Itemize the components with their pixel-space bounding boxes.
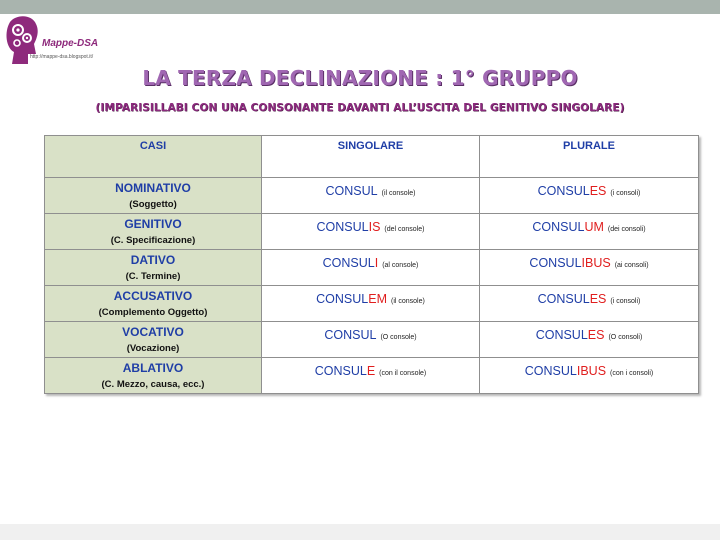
bottom-bar (0, 524, 720, 540)
plural-ending: IBUS (581, 256, 611, 270)
header-casi: CASI (45, 136, 262, 178)
singular-gloss: (O console) (380, 334, 417, 341)
singular-ending: EM (368, 292, 387, 306)
page-title: LA TERZA DECLINAZIONE : 1° GRUPPO (142, 66, 578, 90)
case-name: DATIVO (130, 252, 176, 267)
case-note: (C. Specificazione) (110, 234, 196, 246)
plural-cell (480, 286, 699, 322)
case-cell (45, 358, 262, 394)
singular-ending: I (374, 256, 379, 270)
case-note: (C. Mezzo, causa, ecc.) (101, 378, 205, 390)
plural-cell (480, 178, 699, 214)
case-note: (Vocazione) (126, 342, 180, 354)
page-subtitle: (IMPARISILLABI CON UNA CONSONANTE DAVANTI ALL’USCITA DEL GENITIVO SINGOLARE) (95, 102, 625, 114)
table-row (45, 178, 699, 214)
plural-ending: ES (589, 184, 607, 198)
singular-form: CONSULIS (316, 220, 381, 234)
singular-cell (262, 322, 480, 358)
header-row (45, 136, 699, 178)
plural-form: CONSULES (537, 184, 607, 198)
case-name: ACCUSATIVO (113, 288, 193, 303)
plural-gloss: (ai consoli) (614, 262, 649, 269)
logo-name: Mappe-DSA (42, 38, 99, 49)
singular-gloss: (al console) (382, 262, 419, 269)
plural-form: CONSULES (537, 292, 607, 306)
plural-cell (480, 250, 699, 286)
plural-ending: ES (587, 328, 605, 342)
header-singolare: SINGOLARE (262, 136, 480, 178)
case-cell (45, 286, 262, 322)
top-bar (0, 0, 720, 14)
plural-ending: UM (584, 220, 604, 234)
plural-gloss: (O consoli) (608, 334, 643, 341)
singular-gloss: (del console) (384, 226, 425, 233)
header-plurale: PLURALE (480, 136, 699, 178)
case-name: GENITIVO (124, 216, 182, 231)
site-logo[interactable] (2, 14, 132, 70)
declension-table (44, 135, 699, 394)
slide (0, 14, 720, 524)
plural-form: CONSULES (535, 328, 605, 342)
plural-ending: ES (589, 292, 607, 306)
plural-ending: IBUS (576, 364, 607, 378)
singular-form: CONSULEM (316, 292, 387, 306)
plural-cell (480, 214, 699, 250)
singular-ending: E (366, 364, 376, 378)
singular-gloss: (con il console) (379, 370, 427, 377)
singular-cell (262, 250, 480, 286)
case-cell (45, 214, 262, 250)
singular-cell (262, 178, 480, 214)
table-row (45, 250, 699, 286)
plural-cell (480, 358, 699, 394)
plural-gloss: (i consoli) (610, 298, 641, 305)
plural-gloss: (dei consoli) (607, 226, 646, 233)
singular-form: CONSULE (314, 364, 376, 378)
logo-url[interactable]: http://mappe-dsa.blogspot.it/ (30, 54, 94, 60)
singular-gloss: (il console) (381, 190, 416, 197)
case-cell (45, 250, 262, 286)
singular-form: CONSULI (322, 256, 379, 270)
table-row (45, 214, 699, 250)
case-cell (45, 178, 262, 214)
singular-form: CONSUL (324, 328, 377, 342)
table-row (45, 322, 699, 358)
case-name: NOMINATIVO (115, 180, 191, 195)
singular-cell (262, 358, 480, 394)
plural-form: CONSULUM (532, 220, 604, 234)
table-row (45, 358, 699, 394)
singular-cell (262, 286, 480, 322)
table-row (45, 286, 699, 322)
case-note: (C. Termine) (125, 270, 181, 282)
singular-form: CONSUL (325, 184, 378, 198)
case-note: (Complemento Oggetto) (98, 306, 208, 318)
plural-gloss: (i consoli) (610, 190, 641, 197)
singular-cell (262, 214, 480, 250)
case-name: VOCATIVO (122, 324, 184, 339)
plural-form: CONSULIBUS (524, 364, 607, 378)
case-name: ABLATIVO (122, 360, 184, 375)
singular-gloss: (il console) (390, 298, 425, 305)
case-cell (45, 322, 262, 358)
plural-gloss: (con i consoli) (610, 370, 654, 377)
plural-form: CONSULIBUS (529, 256, 611, 270)
case-note: (Soggetto) (129, 198, 177, 210)
singular-ending: IS (368, 220, 381, 234)
plural-cell (480, 322, 699, 358)
